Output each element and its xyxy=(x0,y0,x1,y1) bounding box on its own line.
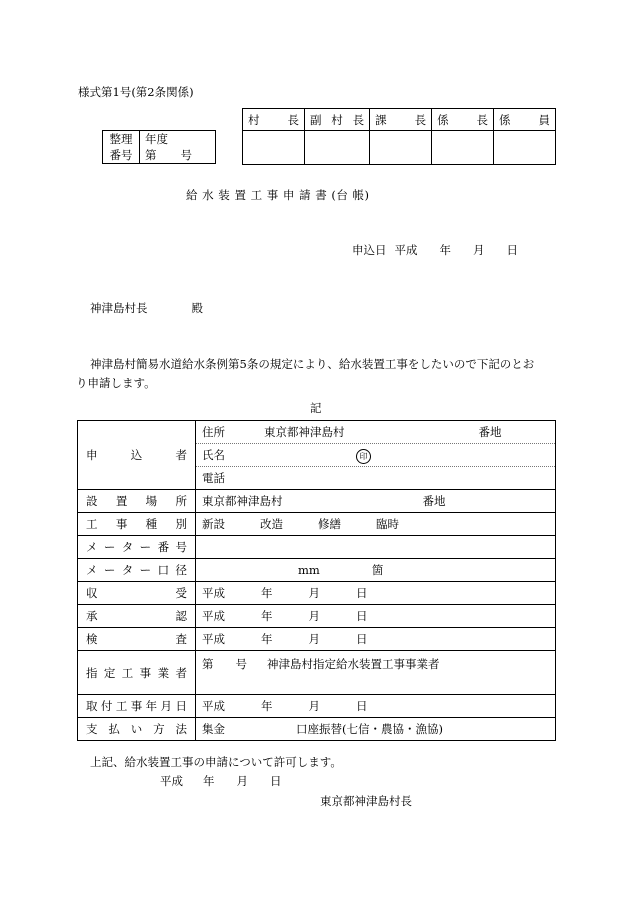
date-part: 年 xyxy=(261,632,273,646)
inspection-date-row[interactable] xyxy=(196,628,556,651)
phone-label-char: 話 xyxy=(213,471,225,485)
address-label-char: 住 xyxy=(202,425,214,439)
receipt-date-row[interactable] xyxy=(196,582,556,605)
install-location-banchi: 番地 xyxy=(422,494,446,508)
install-location-label-char: 所 xyxy=(175,494,187,508)
approval-stamp-cell[interactable] xyxy=(494,131,556,165)
payment-label-char: 方 xyxy=(153,722,165,736)
approval-header-char: 係 xyxy=(437,112,449,127)
install-date-label-char: 取 xyxy=(86,699,98,713)
meter-size-label-cell xyxy=(78,559,196,582)
approval-stamp-cell[interactable] xyxy=(243,131,305,165)
approval-header-section-chief xyxy=(370,109,432,131)
applicant-label-char: 込 xyxy=(130,448,143,462)
install-location-label-char: 置 xyxy=(115,494,128,508)
date-part: 年 xyxy=(261,609,273,623)
date-part: 平成 xyxy=(202,609,225,623)
approval-header-staff xyxy=(494,109,556,131)
registration-label xyxy=(103,131,140,164)
work-type-temporary[interactable] xyxy=(376,516,418,532)
addressee-name: 神津島村長 xyxy=(90,301,148,315)
date-part: 平成 xyxy=(202,699,225,713)
install-location-label-cell xyxy=(78,490,196,513)
contractor-label-char: 定 xyxy=(103,665,116,680)
date-part: 月 xyxy=(308,699,320,713)
approval-header-char: 副 xyxy=(309,112,322,127)
meter-size-label-char: 径 xyxy=(175,563,187,577)
permission-text: 上記、給水装置工事の申請について許可します。 xyxy=(90,755,342,769)
meter-size-label-char: ー xyxy=(103,563,116,577)
approval-date-row[interactable] xyxy=(196,605,556,628)
work-type-label-cell xyxy=(78,513,196,536)
approval-stamp-cell[interactable] xyxy=(304,131,369,165)
work-type-repair[interactable] xyxy=(318,516,360,532)
date-part: 日 xyxy=(356,586,368,600)
work-type-option-char: 臨 xyxy=(376,517,388,531)
registration-table xyxy=(102,130,216,164)
body-text-line1: 神津島村簡易水道給水条例第5条の規定により、給水装置工事をしたいので下記のとお xyxy=(90,357,535,371)
work-type-label-char: 工 xyxy=(86,517,98,531)
meter-size-row[interactable] xyxy=(196,559,556,582)
install-date-label-char: 日 xyxy=(175,699,187,713)
approval-header-char: 村 xyxy=(248,112,260,127)
install-date-label-char: 付 xyxy=(100,699,113,713)
payment-cash[interactable] xyxy=(202,721,244,737)
receipt-label-char: 受 xyxy=(175,586,187,600)
page-title: 給 水 装 置 工 事 申 請 書 (台 帳) xyxy=(186,188,370,202)
payment-label-char: 支 xyxy=(86,722,98,736)
date-part: 月 xyxy=(308,632,320,646)
permission-date: 平成 年 月 日 xyxy=(160,774,282,788)
date-part: 年 xyxy=(261,586,273,600)
contractor-label-cell xyxy=(78,651,196,695)
approval-header-char: 員 xyxy=(538,112,550,127)
approval-header-char: 係 xyxy=(499,112,511,127)
registration-label-1: 整理 xyxy=(109,132,133,146)
meter-number-label-char: メ xyxy=(86,540,98,554)
install-date-label-char: 工 xyxy=(115,699,128,713)
work-type-option-char: 時 xyxy=(387,517,399,531)
approval-label-char: 承 xyxy=(86,609,98,623)
meter-size-label-char: ー xyxy=(139,563,152,577)
install-date-row[interactable] xyxy=(196,695,556,718)
name-label-char: 氏 xyxy=(202,447,214,462)
meter-size-label-char: 口 xyxy=(157,563,170,577)
contractor-label-char: 業 xyxy=(157,665,170,680)
install-date-label-char: 事 xyxy=(130,699,143,713)
inspection-label-char: 査 xyxy=(175,632,187,646)
phone-label-char: 電 xyxy=(202,471,214,485)
install-location-label-char: 設 xyxy=(86,494,98,508)
approval-label-char: 認 xyxy=(175,609,187,623)
approval-header-char: 村 xyxy=(331,112,343,127)
name-row[interactable] xyxy=(196,444,556,467)
contractor-text: 神津島村指定給水装置工事事業者 xyxy=(267,657,440,671)
work-type-option-char: 改 xyxy=(260,517,272,531)
registration-label-2: 番号 xyxy=(109,148,133,162)
approval-header-char: 長 xyxy=(476,112,489,127)
date-part: 日 xyxy=(356,609,368,623)
name-label-char: 名 xyxy=(213,447,225,462)
payment-label-cell xyxy=(78,718,196,741)
contractor-row[interactable]: 第 号 神津島村指定給水装置工事事業者 xyxy=(196,651,556,695)
meter-number-label-char: ー xyxy=(139,540,152,554)
meter-number-label-cell xyxy=(78,536,196,559)
work-type-remodel[interactable] xyxy=(260,516,302,532)
install-date-label-cell xyxy=(78,695,196,718)
meter-number-label-char: 番 xyxy=(157,540,170,554)
receipt-label-cell xyxy=(78,582,196,605)
approval-stamp-cell[interactable] xyxy=(432,131,494,165)
work-type-new[interactable] xyxy=(202,516,244,532)
address-value: 東京都神津島村 xyxy=(264,425,345,439)
work-type-option-char: 造 xyxy=(271,517,283,531)
contractor-label-char: 指 xyxy=(86,665,98,680)
date-part: 月 xyxy=(308,586,320,600)
date-part: 平成 xyxy=(202,632,225,646)
form-number: 様式第1号(第2条関係) xyxy=(78,85,194,99)
application-date: 申込日 平成 年 月 日 xyxy=(352,243,518,257)
date-part: 平成 xyxy=(202,586,225,600)
contractor-label-char: 者 xyxy=(175,665,187,680)
seal-mark: 印 xyxy=(356,449,371,464)
registration-year: 年度 xyxy=(140,131,216,148)
install-date-label-char: 月 xyxy=(160,699,173,713)
address-banchi: 番地 xyxy=(478,425,502,439)
approval-header-char: 長 xyxy=(414,112,427,127)
address-label-char: 所 xyxy=(213,425,225,439)
work-type-option-char: 設 xyxy=(213,517,225,531)
install-location-value: 東京都神津島村 xyxy=(202,494,283,508)
approval-header-deputy xyxy=(304,109,369,131)
work-type-option-char: 新 xyxy=(202,517,214,531)
date-part: 日 xyxy=(356,699,368,713)
meter-number-label-char: タ xyxy=(121,540,134,554)
work-type-option-char: 繕 xyxy=(329,517,341,531)
approval-header-char: 長 xyxy=(352,112,365,127)
meter-size-ko: 箇 xyxy=(371,563,384,577)
work-type-row[interactable] xyxy=(196,513,556,536)
approval-stamp-cell[interactable] xyxy=(370,131,432,165)
meter-number-label-char: ー xyxy=(103,540,116,554)
work-type-label-char: 別 xyxy=(175,517,187,531)
approval-header-subsection-chief xyxy=(432,109,494,131)
addressee-honorific: 殿 xyxy=(191,301,203,315)
payment-cash-char: 集 xyxy=(202,722,214,736)
contractor-label-char: 事 xyxy=(139,665,152,680)
meter-number-row[interactable] xyxy=(196,536,556,559)
ki-label: 記 xyxy=(310,401,322,415)
meter-number-label-char: 号 xyxy=(175,540,187,554)
payment-transfer[interactable]: 口座振替(七信・農協・漁協) xyxy=(296,722,443,736)
approval-header-mayor xyxy=(243,109,305,131)
payment-label-char: 払 xyxy=(108,722,120,736)
payment-row[interactable] xyxy=(196,718,556,741)
date-part: 日 xyxy=(356,632,368,646)
applicant-label-char: 申 xyxy=(86,448,98,462)
phone-row[interactable] xyxy=(196,467,556,490)
date-part: 月 xyxy=(308,609,320,623)
date-part: 年 xyxy=(261,699,273,713)
addressee xyxy=(90,300,203,316)
work-type-label-char: 種 xyxy=(145,517,158,531)
meter-size-mm: mm xyxy=(298,563,320,577)
inspection-label-cell xyxy=(78,628,196,651)
receipt-label-char: 収 xyxy=(86,586,98,600)
inspection-label-char: 検 xyxy=(86,632,98,646)
approval-header-char: 長 xyxy=(287,112,299,127)
mayor-signature: 東京都神津島村長 xyxy=(320,794,412,808)
applicant-label-cell xyxy=(78,421,196,490)
application-table xyxy=(77,420,556,741)
approval-table xyxy=(242,108,556,165)
approval-label-cell xyxy=(78,605,196,628)
install-location-label-char: 場 xyxy=(145,494,158,508)
address-row[interactable] xyxy=(196,421,556,444)
meter-size-label-char: タ xyxy=(121,563,134,577)
install-date-label-char: 年 xyxy=(145,699,158,713)
applicant-label-char: 者 xyxy=(175,448,187,462)
payment-label-char: い xyxy=(130,722,143,736)
payment-cash-char: 金 xyxy=(213,722,225,736)
install-location-row[interactable] xyxy=(196,490,556,513)
registration-number[interactable]: 第 号 xyxy=(140,147,216,164)
approval-header-char: 課 xyxy=(375,112,387,127)
payment-label-char: 法 xyxy=(175,722,187,736)
work-type-option-char: 修 xyxy=(318,517,330,531)
contractor-label-char: 工 xyxy=(121,665,134,680)
body-text-line2: り申請します。 xyxy=(76,376,156,390)
work-type-label-char: 事 xyxy=(115,517,128,531)
meter-size-label-char: メ xyxy=(86,563,98,577)
